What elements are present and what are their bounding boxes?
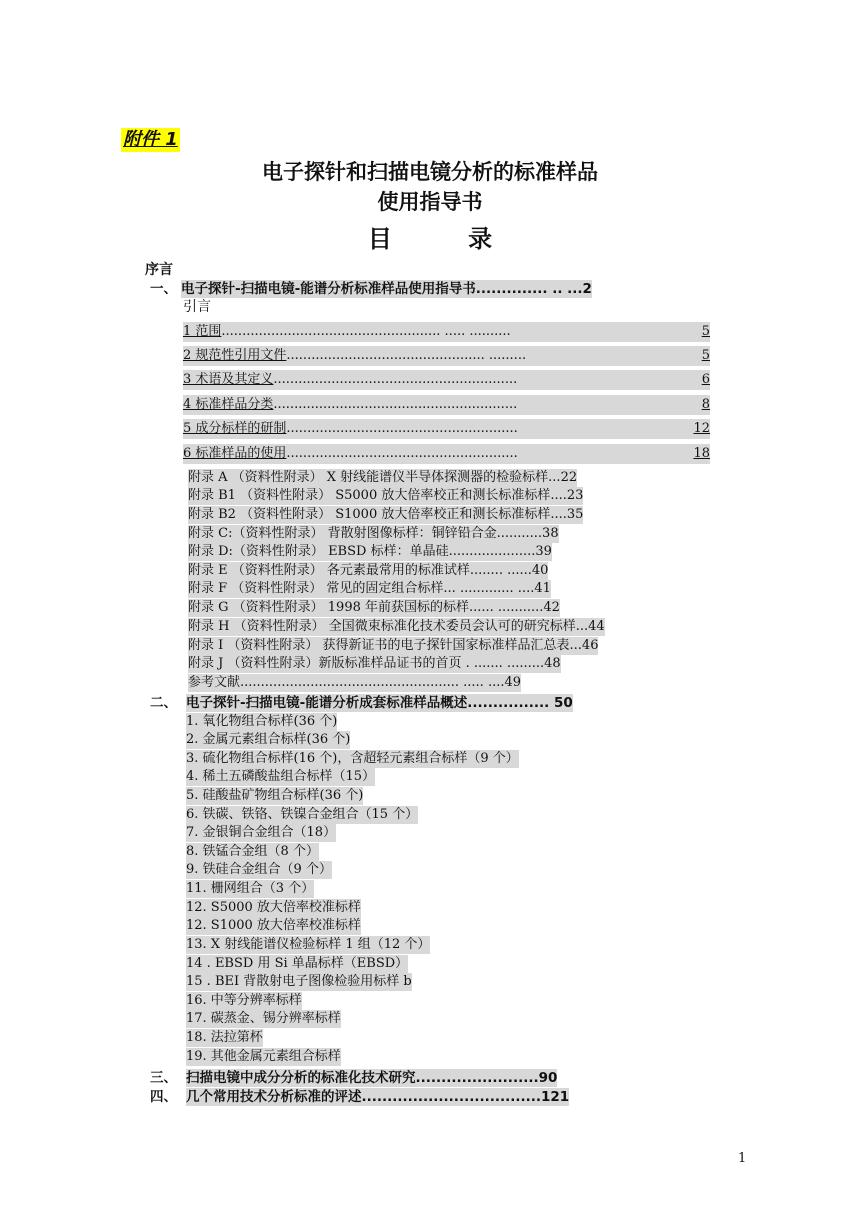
list-item[interactable]: 2. 金属元素组合标样(36 个) bbox=[186, 732, 351, 747]
toc-row[interactable] bbox=[183, 322, 710, 342]
section-entry[interactable] bbox=[150, 1069, 650, 1087]
list-item[interactable]: 6. 铁碳、铁铬、铁镍合金组合（15 个） bbox=[186, 807, 419, 822]
list-item[interactable]: 8. 铁锰合金组（8 个） bbox=[186, 844, 319, 859]
document-subtitle: 使用指导书 bbox=[377, 190, 483, 214]
toc-title: 5 成分标样的研制 bbox=[183, 421, 287, 436]
toc-title: 6 标准样品的使用 bbox=[183, 446, 287, 461]
section-number: 四、 bbox=[150, 1089, 177, 1105]
list-item[interactable]: 14 . EBSD 用 Si 单晶标样（EBSD） bbox=[186, 956, 409, 971]
list-item[interactable]: 7. 金银铜合金组合（18） bbox=[186, 825, 337, 840]
appendix-entry[interactable]: 附录 J （资料性附录）新版标准样品证书的首页 . ....... .........48 bbox=[188, 656, 561, 671]
list-item[interactable]: 1. 氧化物组合标样(36 个) bbox=[186, 714, 338, 729]
toc-row[interactable] bbox=[183, 444, 710, 464]
section-entry[interactable] bbox=[150, 1088, 650, 1106]
section-number: 三、 bbox=[150, 1070, 177, 1086]
section-number: 二、 bbox=[150, 695, 177, 711]
toc-dots: ..................................................... ..... .......... bbox=[221, 324, 511, 339]
list-item[interactable]: 5. 硅酸盐矿物组合标样(36 个) bbox=[186, 788, 364, 803]
appendix-entry[interactable]: 附录 E （资料性附录） 各元素最常用的标准试样........ ......40 bbox=[188, 563, 549, 578]
toc-page: 5 bbox=[702, 322, 710, 342]
section-title: 几个常用技术分析标准的评述...................................121 bbox=[186, 1089, 570, 1105]
toc-page: 12 bbox=[693, 419, 710, 439]
section-entry[interactable] bbox=[150, 280, 650, 298]
list-item[interactable]: 13. X 射线能谱仪检验标样 1 组（12 个） bbox=[186, 937, 431, 952]
appendix-entry[interactable]: 附录 I （资料性附录） 获得新证书的电子探针国家标准样品汇总表...46 bbox=[188, 638, 599, 653]
toc-page: 8 bbox=[702, 395, 710, 415]
toc-dots: ........................................................... bbox=[273, 372, 518, 387]
toc-title: 4 标准样品分类 bbox=[183, 397, 274, 412]
list-item[interactable]: 17. 碳蒸金、锡分辨率标样 bbox=[186, 1011, 341, 1026]
list-item[interactable]: 9. 铁硅合金组合（9 个） bbox=[186, 862, 332, 877]
list-item[interactable]: 11. 栅网组合（3 个） bbox=[186, 881, 315, 896]
appendix-entry[interactable]: 附录 H （资料性附录） 全国微束标准化技术委员会认可的研究标样...44 bbox=[188, 619, 605, 634]
list-item[interactable]: 4. 稀土五磷酸盐组合标样（15） bbox=[186, 769, 376, 784]
page-number: 1 bbox=[738, 1151, 747, 1166]
appendix-entry[interactable]: 附录 A （资料性附录） X 射线能谱仪半导体探测器的检验标样...22 bbox=[188, 470, 578, 485]
appendix-entry[interactable]: 附录 C:（资料性附录） 背散射图像标样：铜锌铅合金...........38 bbox=[188, 526, 559, 541]
toc-title: 3 术语及其定义 bbox=[183, 372, 274, 387]
references-entry[interactable]: 参考文献..................................................... ..... ....49 bbox=[188, 675, 522, 690]
toc-dots: ........................................................... bbox=[273, 397, 518, 412]
appendix-entry[interactable]: 附录 F （资料性附录） 常见的固定组合标样... ............. ....41 bbox=[188, 581, 551, 596]
list-item[interactable]: 3. 硫化物组合标样(16 个)，含超轻元素组合标样（9 个） bbox=[186, 751, 519, 766]
toc-row[interactable] bbox=[183, 395, 710, 415]
toc-row[interactable] bbox=[183, 346, 710, 366]
toc-row[interactable] bbox=[183, 419, 710, 439]
toc-dots: ................................................ ......... bbox=[286, 348, 527, 363]
toc-page: 5 bbox=[702, 346, 710, 366]
appendix-entry[interactable]: 附录 B1 （资料性附录） S5000 放大倍率校正和测长标准标样....23 bbox=[188, 488, 584, 503]
toc-page: 18 bbox=[693, 444, 710, 464]
list-item[interactable]: 19. 其他金属元素组合标样 bbox=[186, 1049, 341, 1064]
toc-dots: ........................................................ bbox=[286, 421, 518, 436]
appendix-entry[interactable]: 附录 B2 （资料性附录） S1000 放大倍率校正和测长标准标样....35 bbox=[188, 507, 584, 522]
toc-title: 1 范围 bbox=[183, 324, 222, 339]
attachment-label: 附件 1 bbox=[123, 129, 178, 150]
section-title: 电子探针-扫描电镜-能谱分析成套标准样品概述................ 50 bbox=[186, 695, 573, 711]
toc-heading: 目 录 bbox=[367, 225, 527, 253]
intro-entry[interactable]: 引言 bbox=[183, 299, 211, 315]
list-item[interactable]: 12. S5000 放大倍率校准标样 bbox=[186, 900, 361, 915]
section-number: 一、 bbox=[150, 281, 177, 297]
toc-page: 6 bbox=[702, 370, 710, 390]
document-title: 电子探针和扫描电镜分析的标准样品 bbox=[262, 160, 598, 184]
list-item[interactable]: 16. 中等分辨率标样 bbox=[186, 993, 302, 1008]
list-item[interactable]: 15 . BEI 背散射电子图像检验用标样 b bbox=[186, 974, 412, 989]
appendix-entry[interactable]: 附录 D:（资料性附录） EBSD 标样：单晶硅.....................39 bbox=[188, 544, 552, 559]
list-item[interactable]: 12. S1000 放大倍率校准标样 bbox=[186, 918, 361, 933]
toc-row[interactable] bbox=[183, 370, 710, 390]
appendix-entry[interactable]: 附录 G （资料性附录） 1998 年前获国标的标样...... ...........42 bbox=[188, 600, 560, 615]
toc-title: 2 规范性引用文件 bbox=[183, 348, 287, 363]
list-item[interactable]: 18. 法拉第杯 bbox=[186, 1030, 263, 1045]
section-title: 扫描电镜中成分分析的标准化技术研究........................90 bbox=[186, 1070, 558, 1086]
toc-dots: ........................................................ bbox=[286, 446, 518, 461]
section-title: 电子探针-扫描电镜-能谱分析标准样品使用指导书.............. .. ...2 bbox=[181, 281, 592, 297]
section-entry[interactable] bbox=[150, 694, 650, 712]
preface-entry[interactable]: 序言 bbox=[145, 262, 173, 278]
